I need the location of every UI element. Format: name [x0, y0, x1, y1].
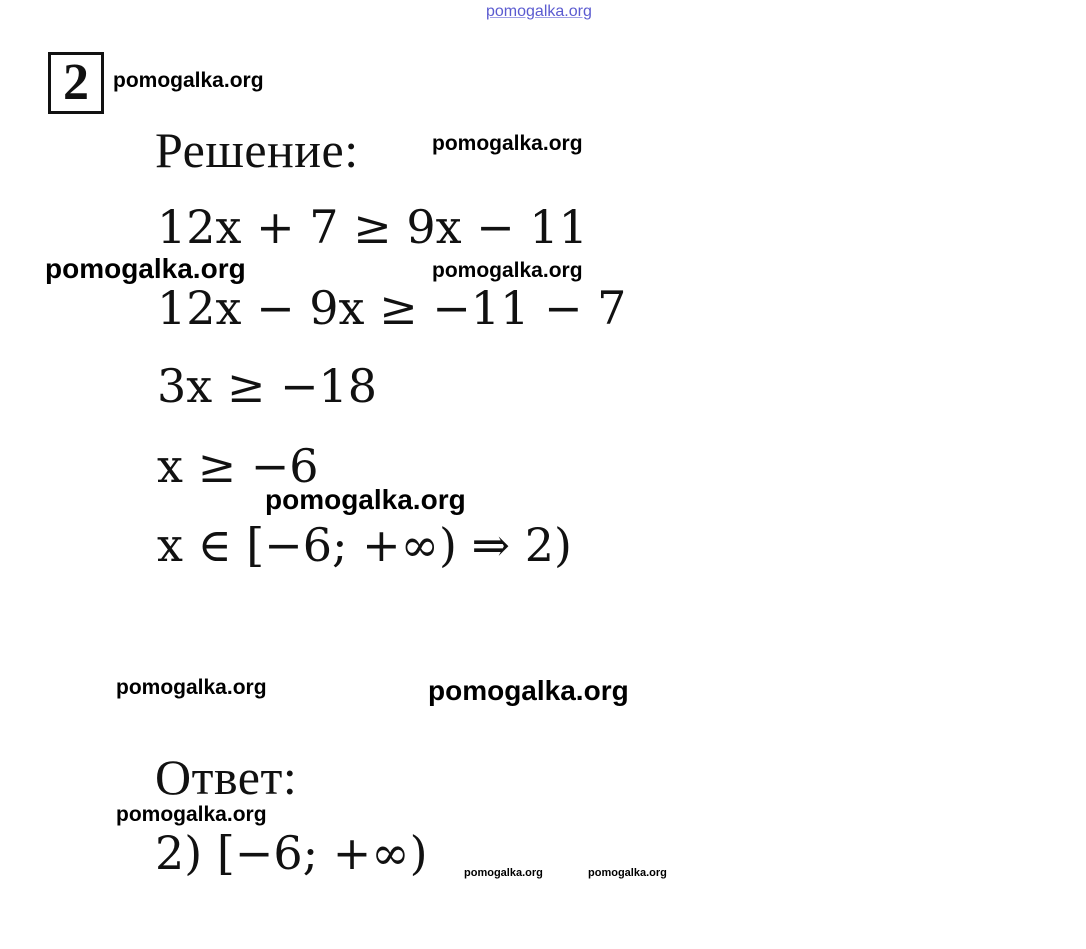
answer-heading: Ответ:: [155, 749, 298, 805]
watermark: pomogalka.org: [45, 253, 246, 284]
solution-heading: Решение:: [155, 122, 359, 178]
watermark-top: pomogalka.org: [486, 3, 592, 20]
answer-value: 2) [−6; +∞): [155, 826, 428, 880]
step-text: x ∈ [−6; +∞) ⇒ 2): [157, 518, 572, 572]
solution-step-4: [157, 439, 319, 493]
watermark: pomogalka.org: [265, 484, 466, 515]
step-text: x ≥ −6: [157, 439, 319, 493]
watermark: pomogalka.org: [113, 69, 264, 92]
watermark: pomogalka.org: [116, 803, 267, 826]
step-text: 12x + 7 ≥ 9x − 11: [157, 200, 588, 254]
watermark: pomogalka.org: [116, 676, 267, 699]
watermark: pomogalka.org: [432, 132, 583, 155]
solution-step-2: [157, 281, 627, 335]
step-text: 3x ≥ −18: [157, 359, 378, 413]
task-number-box: [48, 52, 104, 114]
watermark: pomogalka.org: [428, 675, 629, 706]
step-text: 12x − 9x ≥ −11 − 7: [157, 281, 627, 335]
solution-step-5: [157, 518, 572, 572]
task-number: 2: [63, 54, 89, 111]
watermark: pomogalka.org: [464, 867, 543, 879]
solution-step-1: [157, 200, 588, 254]
watermark: pomogalka.org: [432, 259, 583, 282]
solution-step-3: [157, 359, 378, 413]
watermark: pomogalka.org: [588, 867, 667, 879]
